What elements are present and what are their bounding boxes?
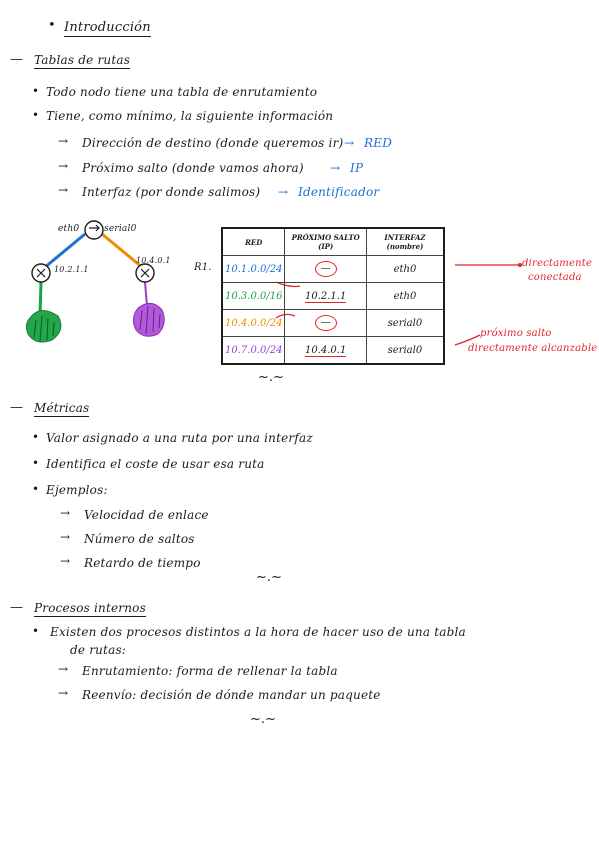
tablas-bullet-1: Todo nodo tiene una tabla de enrutamiento xyxy=(46,85,318,99)
network-cloud-green-icon xyxy=(26,310,61,342)
metricas-ej-2: Número de saltos xyxy=(84,532,195,546)
table-row xyxy=(222,283,444,310)
label-r1: R1. xyxy=(194,262,212,273)
cell-ip: — xyxy=(315,315,337,331)
tablas-item-1-tag: RED xyxy=(364,136,393,150)
cell-red: 10.7.0.0/24 xyxy=(222,337,285,365)
separator: ~.~ xyxy=(258,370,284,385)
link-purple xyxy=(145,282,147,306)
tablas-item-3-tag: Identificador xyxy=(298,185,380,199)
separator: ~.~ xyxy=(256,570,282,585)
note-directamente: directamente xyxy=(522,258,593,269)
cell-iface: serial0 xyxy=(366,310,444,337)
col-interfaz: INTERFAZ (nombre) xyxy=(366,228,444,256)
arrow-icon: → xyxy=(60,530,71,544)
separator: ~.~ xyxy=(250,712,276,727)
procesos-bullet-1a: Existen dos procesos distintos a la hora de hacer uso de una tabla xyxy=(50,625,466,639)
bullet: • xyxy=(32,456,40,470)
arrow-icon: → xyxy=(58,183,69,197)
arrow-icon: → xyxy=(344,136,355,150)
arrow-icon: → xyxy=(60,554,71,568)
arrow-icon: → xyxy=(330,161,341,175)
bullet: • xyxy=(32,108,40,122)
arrow-icon: → xyxy=(58,134,69,148)
tablas-item-3: Interfaz (por donde salimos) xyxy=(82,185,261,199)
metricas-ej-1: Velocidad de enlace xyxy=(84,508,209,522)
tablas-item-1: Dirección de destino (donde queremos ir) xyxy=(82,136,344,150)
table-row xyxy=(222,337,444,365)
note-conectada: conectada xyxy=(528,272,582,283)
link-blue xyxy=(44,234,85,268)
tablas-item-2: Próximo salto (donde vamos ahora) xyxy=(82,161,304,175)
bullet: • xyxy=(32,624,40,638)
section-dash: — xyxy=(10,52,24,67)
routing-table xyxy=(221,227,445,365)
metricas-bullet-3: Ejemplos: xyxy=(46,483,108,497)
col-red: RED xyxy=(222,228,285,256)
cell-red: 10.1.0.0/24 xyxy=(222,256,285,283)
procesos-heading: Procesos internos xyxy=(34,601,146,615)
bullet: • xyxy=(32,482,40,496)
cell-ip: 10.2.1.1 xyxy=(304,290,347,302)
procesos-bullet-1b: de rutas: xyxy=(70,643,127,657)
cell-iface: serial0 xyxy=(366,337,444,365)
bullet: • xyxy=(32,84,40,98)
metricas-bullet-2: Identifica el coste de usar esa ruta xyxy=(46,457,265,471)
section-dash: — xyxy=(10,600,24,615)
cell-red: 10.4.0.0/24 xyxy=(222,310,285,337)
section-dash: — xyxy=(10,400,24,415)
table-row xyxy=(222,256,444,283)
arrow-icon: → xyxy=(278,185,289,199)
intro-heading: Introducción xyxy=(64,20,151,35)
cell-iface: eth0 xyxy=(366,256,444,283)
procesos-item-2: Reenvío: decisión de dónde mandar un paquete xyxy=(82,688,381,702)
label-ip-right: 10.4.0.1 xyxy=(136,256,171,265)
arrow-icon: → xyxy=(58,662,69,676)
arrow-icon: → xyxy=(60,506,71,520)
router-r1-icon xyxy=(85,221,103,239)
col-proximo-salto: PRÓXIMO SALTO (IP) xyxy=(285,228,366,256)
tablas-item-2-tag: IP xyxy=(350,161,364,175)
arrow-icon: → xyxy=(58,686,69,700)
tablas-bullet-2: Tiene, como mínimo, la siguiente información xyxy=(46,109,334,123)
note-proximo-salto: próximo salto xyxy=(480,328,552,339)
label-eth0: eth0 xyxy=(58,224,80,234)
cell-red: 10.3.0.0/16 xyxy=(222,283,285,310)
label-serial0: serial0 xyxy=(104,224,137,234)
metricas-ej-3: Retardo de tiempo xyxy=(84,556,201,570)
metricas-heading: Métricas xyxy=(34,401,90,415)
note-alcanzable: directamente alcanzable xyxy=(468,343,598,354)
metricas-bullet-1: Valor asignado a una ruta por una interfaz xyxy=(46,431,313,445)
procesos-item-1: Enrutamiento: forma de rellenar la tabla xyxy=(82,664,338,678)
table-row xyxy=(222,310,444,337)
label-ip-left: 10.2.1.1 xyxy=(54,265,89,274)
table-header-row xyxy=(222,228,444,256)
cell-iface: eth0 xyxy=(366,283,444,310)
arrow-icon: → xyxy=(58,159,69,173)
cell-ip: — xyxy=(315,261,337,277)
bullet: • xyxy=(32,430,40,444)
tablas-heading: Tablas de rutas xyxy=(34,53,131,67)
cell-ip: 10.4.0.1 xyxy=(304,344,347,356)
bullet: • xyxy=(48,18,56,33)
